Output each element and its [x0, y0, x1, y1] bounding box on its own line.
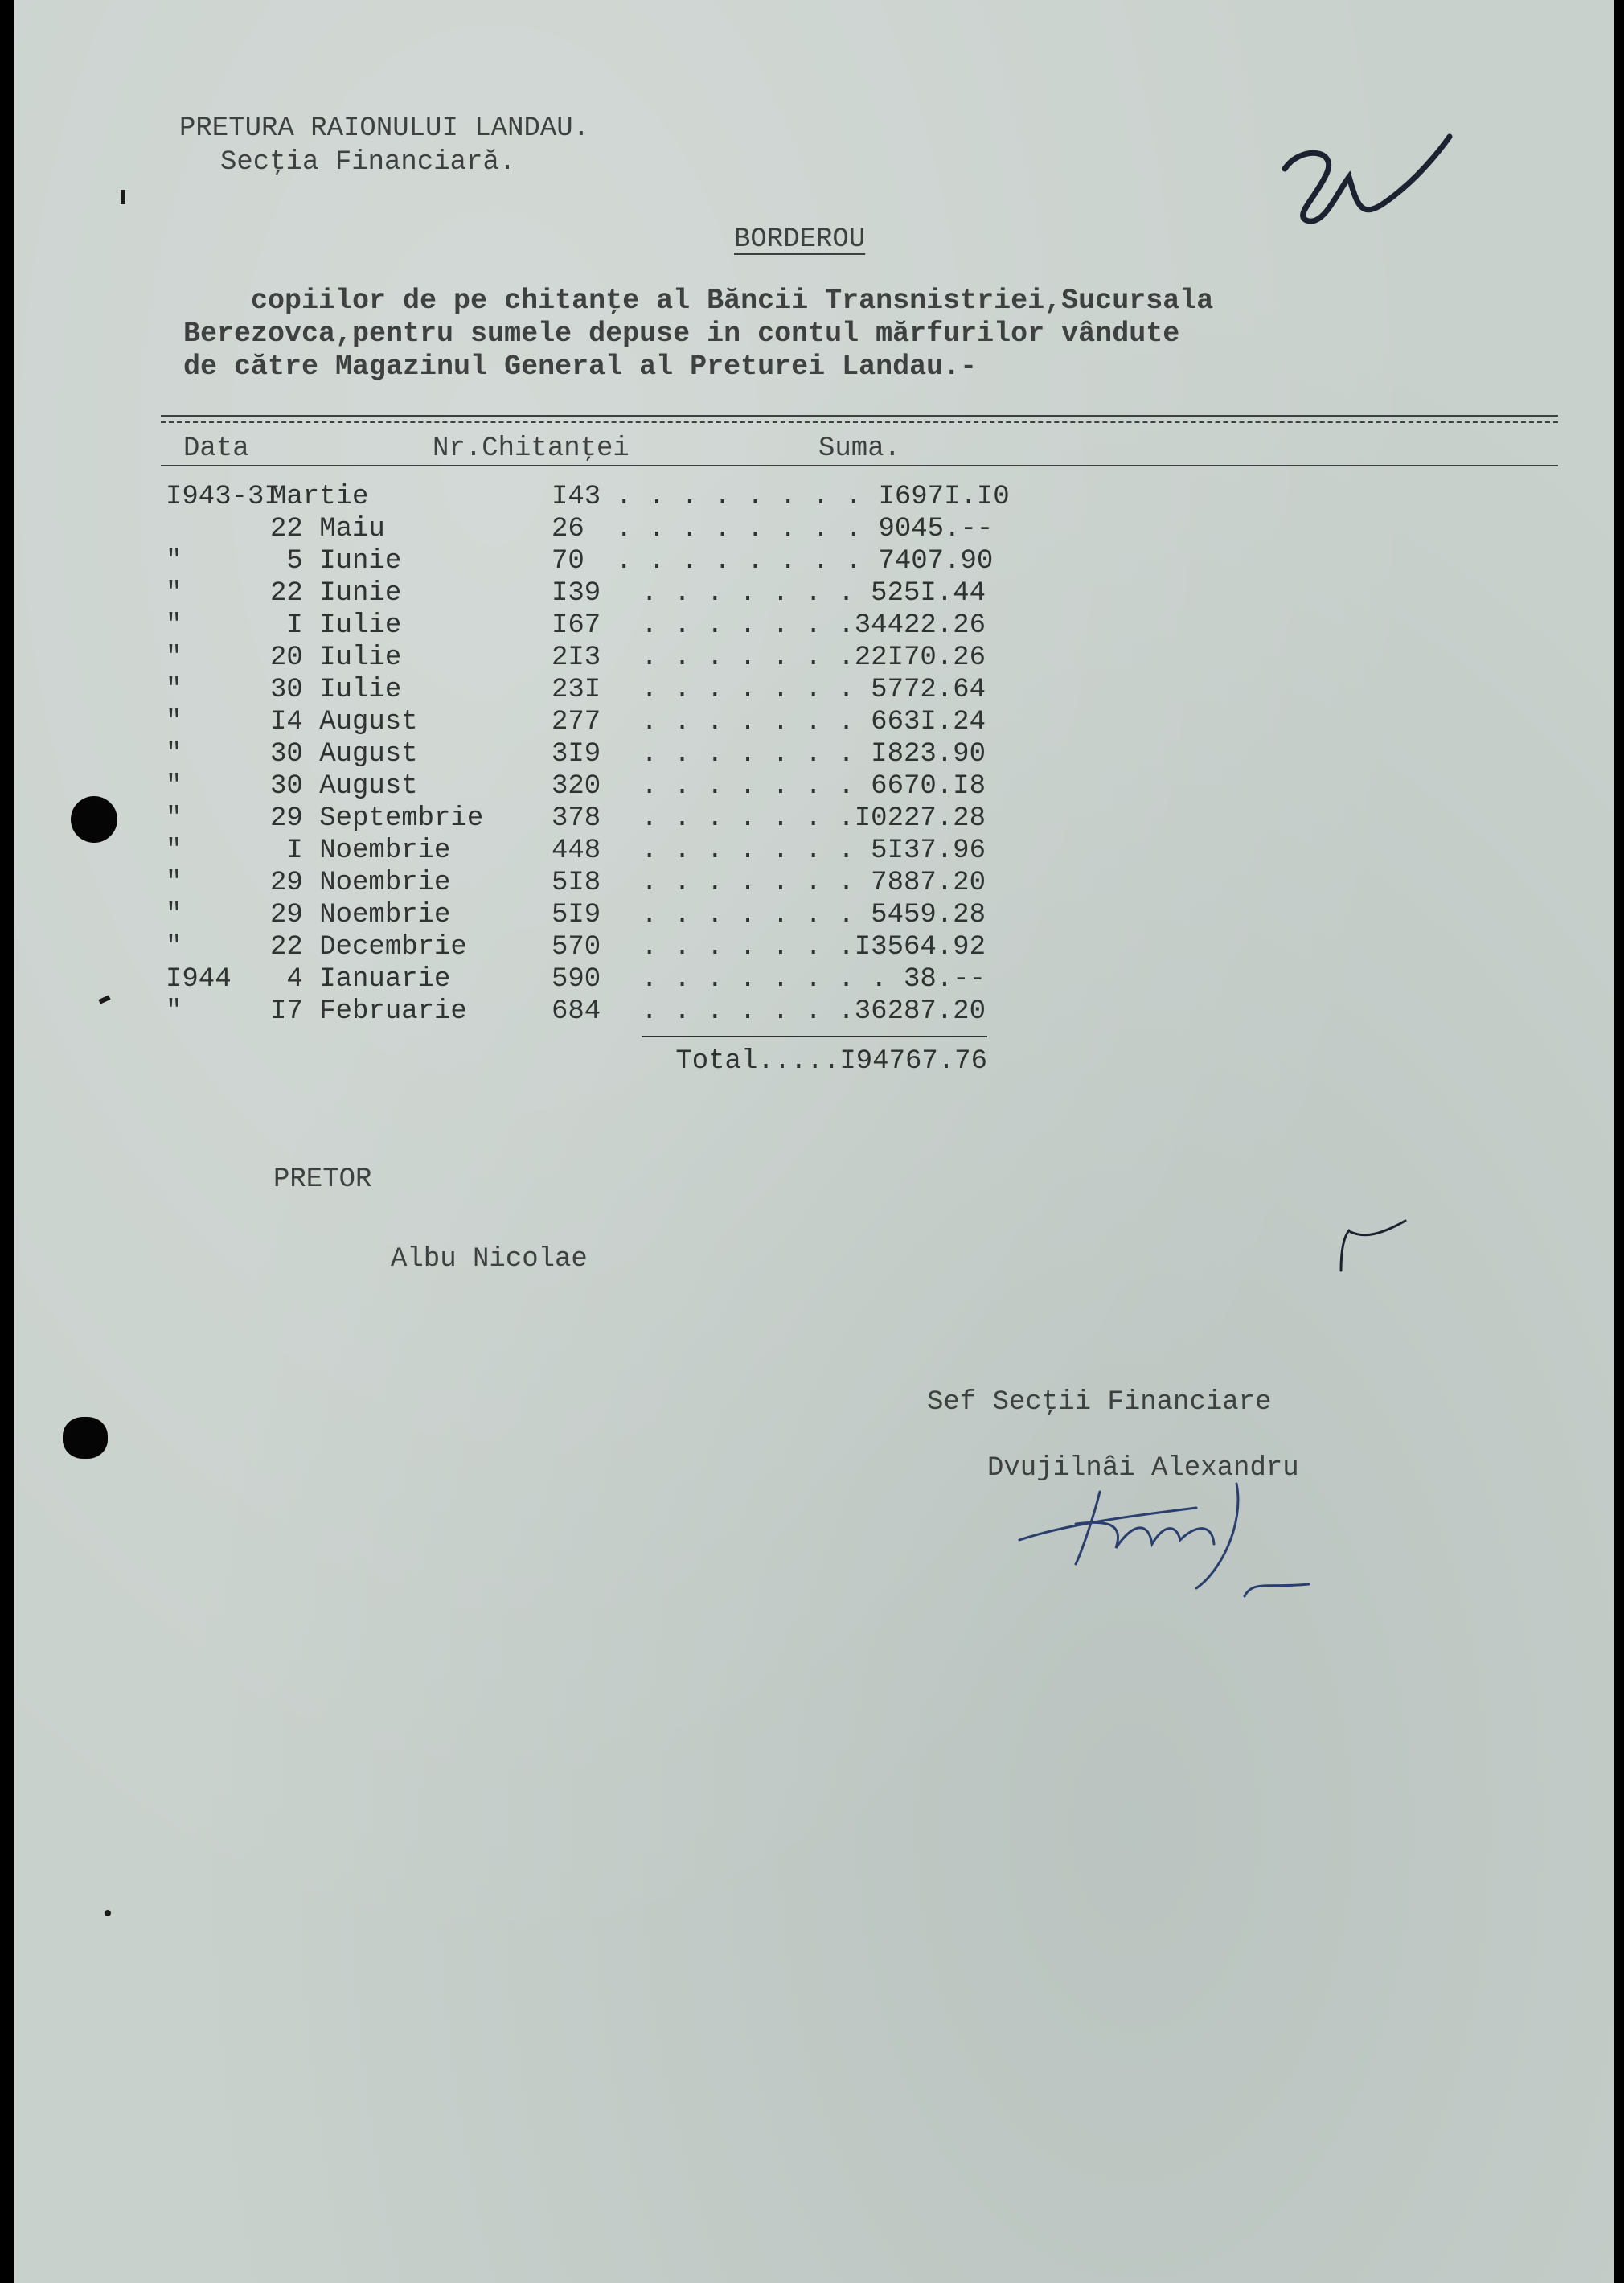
row-receipt-number: 2I3 [552, 643, 601, 673]
intro-paragraph: copiilor de pe chitanţe al Băncii Transnistriei,Sucursala Berezovca,pentru sumele depuse in contul mărfurilor vândute de către Magazinul General al Preturei Landau.- [183, 285, 1214, 383]
row-sum: . . . . . . .36287.20 [641, 996, 986, 1027]
total-line: Total.....I94767.76 [675, 1046, 987, 1077]
row-receipt-number: I43 [552, 482, 601, 512]
row-date: 20 Iulie [270, 643, 402, 673]
pretor-check-mark [1317, 1214, 1421, 1279]
column-header-nr: Nr.Chitanţei [433, 433, 630, 464]
double-rule-top [161, 415, 1558, 417]
row-sum: . . . . . . . 5I37.96 [641, 836, 986, 866]
row-year: " [166, 546, 182, 577]
row-sum: . . . . . . . 7887.20 [641, 868, 986, 898]
sum-underline [642, 1036, 987, 1037]
row-year: " [166, 643, 182, 673]
row-receipt-number: 3I9 [552, 739, 601, 770]
office-name: PRETURA RAIONULUI LANDAU. [179, 113, 590, 144]
folio-number-handwritten [1269, 129, 1462, 241]
row-date: 29 Noembrie [270, 868, 451, 898]
row-year: " [166, 707, 182, 737]
row-date: I7 Februarie [270, 996, 467, 1027]
row-sum: . . . . . . . 525I.44 [641, 578, 986, 609]
row-date: 22 Decembrie [270, 932, 467, 963]
row-date: I Noembrie [270, 836, 451, 866]
row-date: 4 Ianuarie [270, 964, 451, 995]
row-date: 22 Iunie [270, 578, 402, 609]
row-year: " [166, 578, 182, 609]
row-receipt-number: 570 [552, 932, 601, 963]
row-year: " [166, 868, 182, 898]
row-sum: . . . . . . . I823.90 [641, 739, 986, 770]
row-receipt-number: 26 [552, 514, 584, 544]
row-receipt-number: I67 [552, 610, 601, 641]
row-year: " [166, 836, 182, 866]
pretor-title: PRETOR [273, 1164, 372, 1195]
column-header-date: Data [183, 433, 249, 464]
pretor-name: Albu Nicolae [391, 1244, 588, 1275]
row-sum: . . . . . . . 5772.64 [641, 675, 986, 705]
sef-title: Sef Secţii Financiare [927, 1387, 1272, 1418]
row-year: " [166, 803, 182, 834]
row-date: I4 August [270, 707, 418, 737]
row-receipt-number: 5I9 [552, 900, 601, 930]
punch-hole-1 [71, 796, 117, 843]
column-header-sum: Suma. [818, 433, 901, 464]
row-year: " [166, 996, 182, 1027]
row-year: " [166, 771, 182, 802]
double-rule-bottom [161, 421, 1558, 423]
row-date: 5 Iunie [270, 546, 402, 577]
row-receipt-number: 5I8 [552, 868, 601, 898]
row-date: 30 August [270, 771, 418, 802]
row-sum: . . . . . . . . 9045.-- [616, 514, 994, 544]
ink-speck-3 [105, 1910, 111, 1916]
punch-hole-2 [63, 1417, 108, 1459]
row-sum: . . . . . . .34422.26 [641, 610, 986, 641]
row-date: Martie [270, 482, 369, 512]
row-year: " [166, 739, 182, 770]
row-year: I944 [166, 964, 232, 995]
row-date: 30 August [270, 739, 418, 770]
row-sum: . . . . . . .I3564.92 [641, 932, 986, 963]
sef-name: Dvujilnâi Alexandru [987, 1453, 1299, 1484]
row-date: 29 Noembrie [270, 900, 451, 930]
row-receipt-number: 590 [552, 964, 601, 995]
header-underline [161, 465, 1558, 466]
row-date: 29 Septembrie [270, 803, 484, 834]
row-year: " [166, 932, 182, 963]
row-receipt-number: 23I [552, 675, 601, 705]
row-date: I Iulie [270, 610, 402, 641]
row-date: 22 Maiu [270, 514, 385, 544]
row-sum: . . . . . . . . I697I.I0 [616, 482, 1010, 512]
row-receipt-number: 378 [552, 803, 601, 834]
row-sum: . . . . . . . 663I.24 [641, 707, 986, 737]
row-sum: . . . . . . . 6670.I8 [641, 771, 986, 802]
row-sum: . . . . . . .I0227.28 [641, 803, 986, 834]
row-receipt-number: 277 [552, 707, 601, 737]
row-receipt-number: 70 [552, 546, 584, 577]
row-year: I943-3I [166, 482, 281, 512]
row-year: " [166, 610, 182, 641]
document-title: BORDEROU [734, 224, 866, 255]
row-receipt-number: 448 [552, 836, 601, 866]
row-date: 30 Iulie [270, 675, 402, 705]
row-receipt-number: I39 [552, 578, 601, 609]
document-page [14, 0, 1614, 2283]
row-sum: . . . . . . . 5459.28 [641, 900, 986, 930]
row-sum: . . . . . . . . 7407.90 [616, 546, 994, 577]
row-year: " [166, 900, 182, 930]
row-receipt-number: 684 [552, 996, 601, 1027]
signature-scribble [1003, 1476, 1357, 1628]
row-sum: . . . . . . . . 38.-- [641, 964, 986, 995]
row-receipt-number: 320 [552, 771, 601, 802]
ink-speck-2 [98, 995, 110, 1004]
ink-speck-1 [121, 190, 125, 204]
row-year: " [166, 675, 182, 705]
department-name: Secţia Financiară. [220, 147, 516, 178]
row-sum: . . . . . . .22I70.26 [641, 643, 986, 673]
